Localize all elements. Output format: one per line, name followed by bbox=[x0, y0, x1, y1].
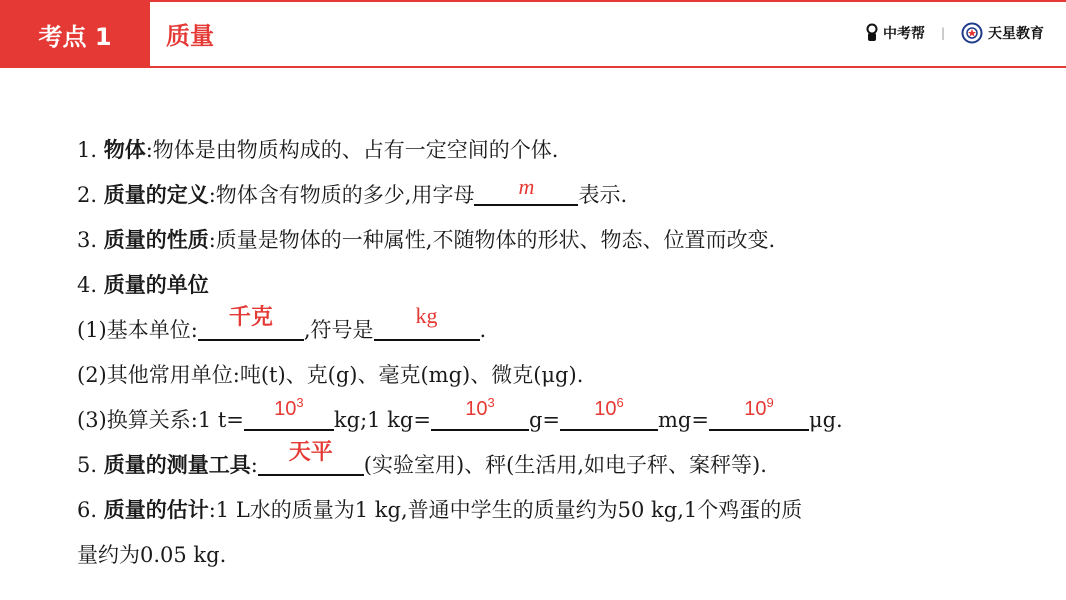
tianxing-emblem-icon bbox=[961, 22, 983, 44]
answer-text: $10^6$ bbox=[594, 395, 624, 420]
answer-text: $10^3$ bbox=[465, 395, 495, 420]
answer-blank bbox=[709, 395, 809, 431]
item-number: 4. bbox=[77, 273, 104, 297]
item-number: 5. bbox=[77, 453, 104, 477]
brand-separator: | bbox=[940, 26, 945, 40]
answer-text: $10^3$ bbox=[274, 395, 304, 420]
line-mass-definition bbox=[77, 173, 1047, 218]
answer-text: m bbox=[518, 174, 535, 199]
item-text: :物体含有物质的多少,用字母 bbox=[208, 183, 475, 207]
item-text: kg;1 kg= bbox=[333, 408, 431, 432]
line-mass-property bbox=[77, 218, 1047, 263]
line-other-units bbox=[77, 353, 1047, 398]
answer-text: 天平 bbox=[288, 440, 333, 465]
slide-header bbox=[0, 0, 1066, 68]
key-term: 质量的性质 bbox=[103, 228, 209, 252]
answer-blank bbox=[258, 440, 364, 476]
answer-blank bbox=[560, 395, 658, 431]
answer-text: $10^9$ bbox=[744, 395, 774, 420]
line-base-unit bbox=[77, 303, 1047, 353]
brand2-label: 天星教育 bbox=[988, 26, 1044, 42]
topic-title: 质量 bbox=[166, 22, 214, 50]
lightbulb-icon bbox=[866, 23, 878, 43]
item-text: 表示. bbox=[578, 183, 628, 207]
section-tag: 考点 1 bbox=[0, 2, 150, 66]
item-text: :1 L水的质量为1 kg,普通中学生的质量约为50 kg,1个鸡蛋的质 bbox=[208, 498, 803, 522]
item-text: (实验室用)、秤(生活用,如电子秤、案秤等). bbox=[363, 453, 767, 477]
item-number: 1. bbox=[77, 138, 104, 162]
line-conversion bbox=[77, 395, 1047, 443]
line-measuring-tool bbox=[77, 440, 1047, 488]
answer-text: 千克 bbox=[228, 305, 273, 330]
line-object bbox=[77, 128, 1047, 173]
item-number: 3. bbox=[77, 228, 104, 252]
line-estimation-continued bbox=[77, 533, 1047, 578]
answer-blank bbox=[374, 303, 480, 341]
key-term: 物体 bbox=[103, 138, 146, 162]
brand1-label: 中考帮 bbox=[882, 26, 925, 42]
item-text: :物体是由物质构成的、占有一定空间的个体. bbox=[145, 138, 559, 162]
item-text: 量约为0.05 kg. bbox=[77, 543, 227, 567]
item-number: 6. bbox=[77, 498, 104, 522]
item-text: ,符号是 bbox=[303, 318, 374, 342]
zhongkaobang-logo bbox=[866, 23, 925, 43]
item-number: 2. bbox=[77, 183, 104, 207]
key-term: 质量的单位 bbox=[103, 273, 209, 297]
key-term: 质量的测量工具 bbox=[103, 453, 251, 477]
item-text: mg= bbox=[658, 408, 709, 432]
item-text: (3)换算关系:1 t= bbox=[77, 408, 244, 432]
tianxing-logo bbox=[961, 22, 1044, 44]
item-text: μg. bbox=[808, 408, 843, 432]
answer-blank bbox=[244, 395, 334, 431]
line-estimation bbox=[77, 488, 1047, 533]
item-text: . bbox=[479, 318, 487, 342]
content-area bbox=[77, 128, 1047, 578]
item-text: g= bbox=[528, 408, 560, 432]
item-text: :质量是物体的一种属性,不随物体的形状、物态、位置而改变. bbox=[208, 228, 776, 252]
item-text: (1)基本单位: bbox=[77, 318, 198, 342]
key-term: 质量的估计 bbox=[103, 498, 209, 522]
brand-logos bbox=[866, 22, 1044, 44]
item-text: : bbox=[250, 453, 258, 477]
answer-blank bbox=[431, 395, 529, 431]
item-text: (2)其他常用单位:吨(t)、克(g)、毫克(mg)、微克(μg). bbox=[77, 363, 584, 387]
answer-text: kg bbox=[415, 303, 438, 328]
key-term: 质量的定义 bbox=[103, 183, 209, 207]
answer-blank bbox=[198, 305, 304, 341]
line-mass-unit bbox=[77, 263, 1047, 308]
answer-blank bbox=[474, 174, 578, 206]
